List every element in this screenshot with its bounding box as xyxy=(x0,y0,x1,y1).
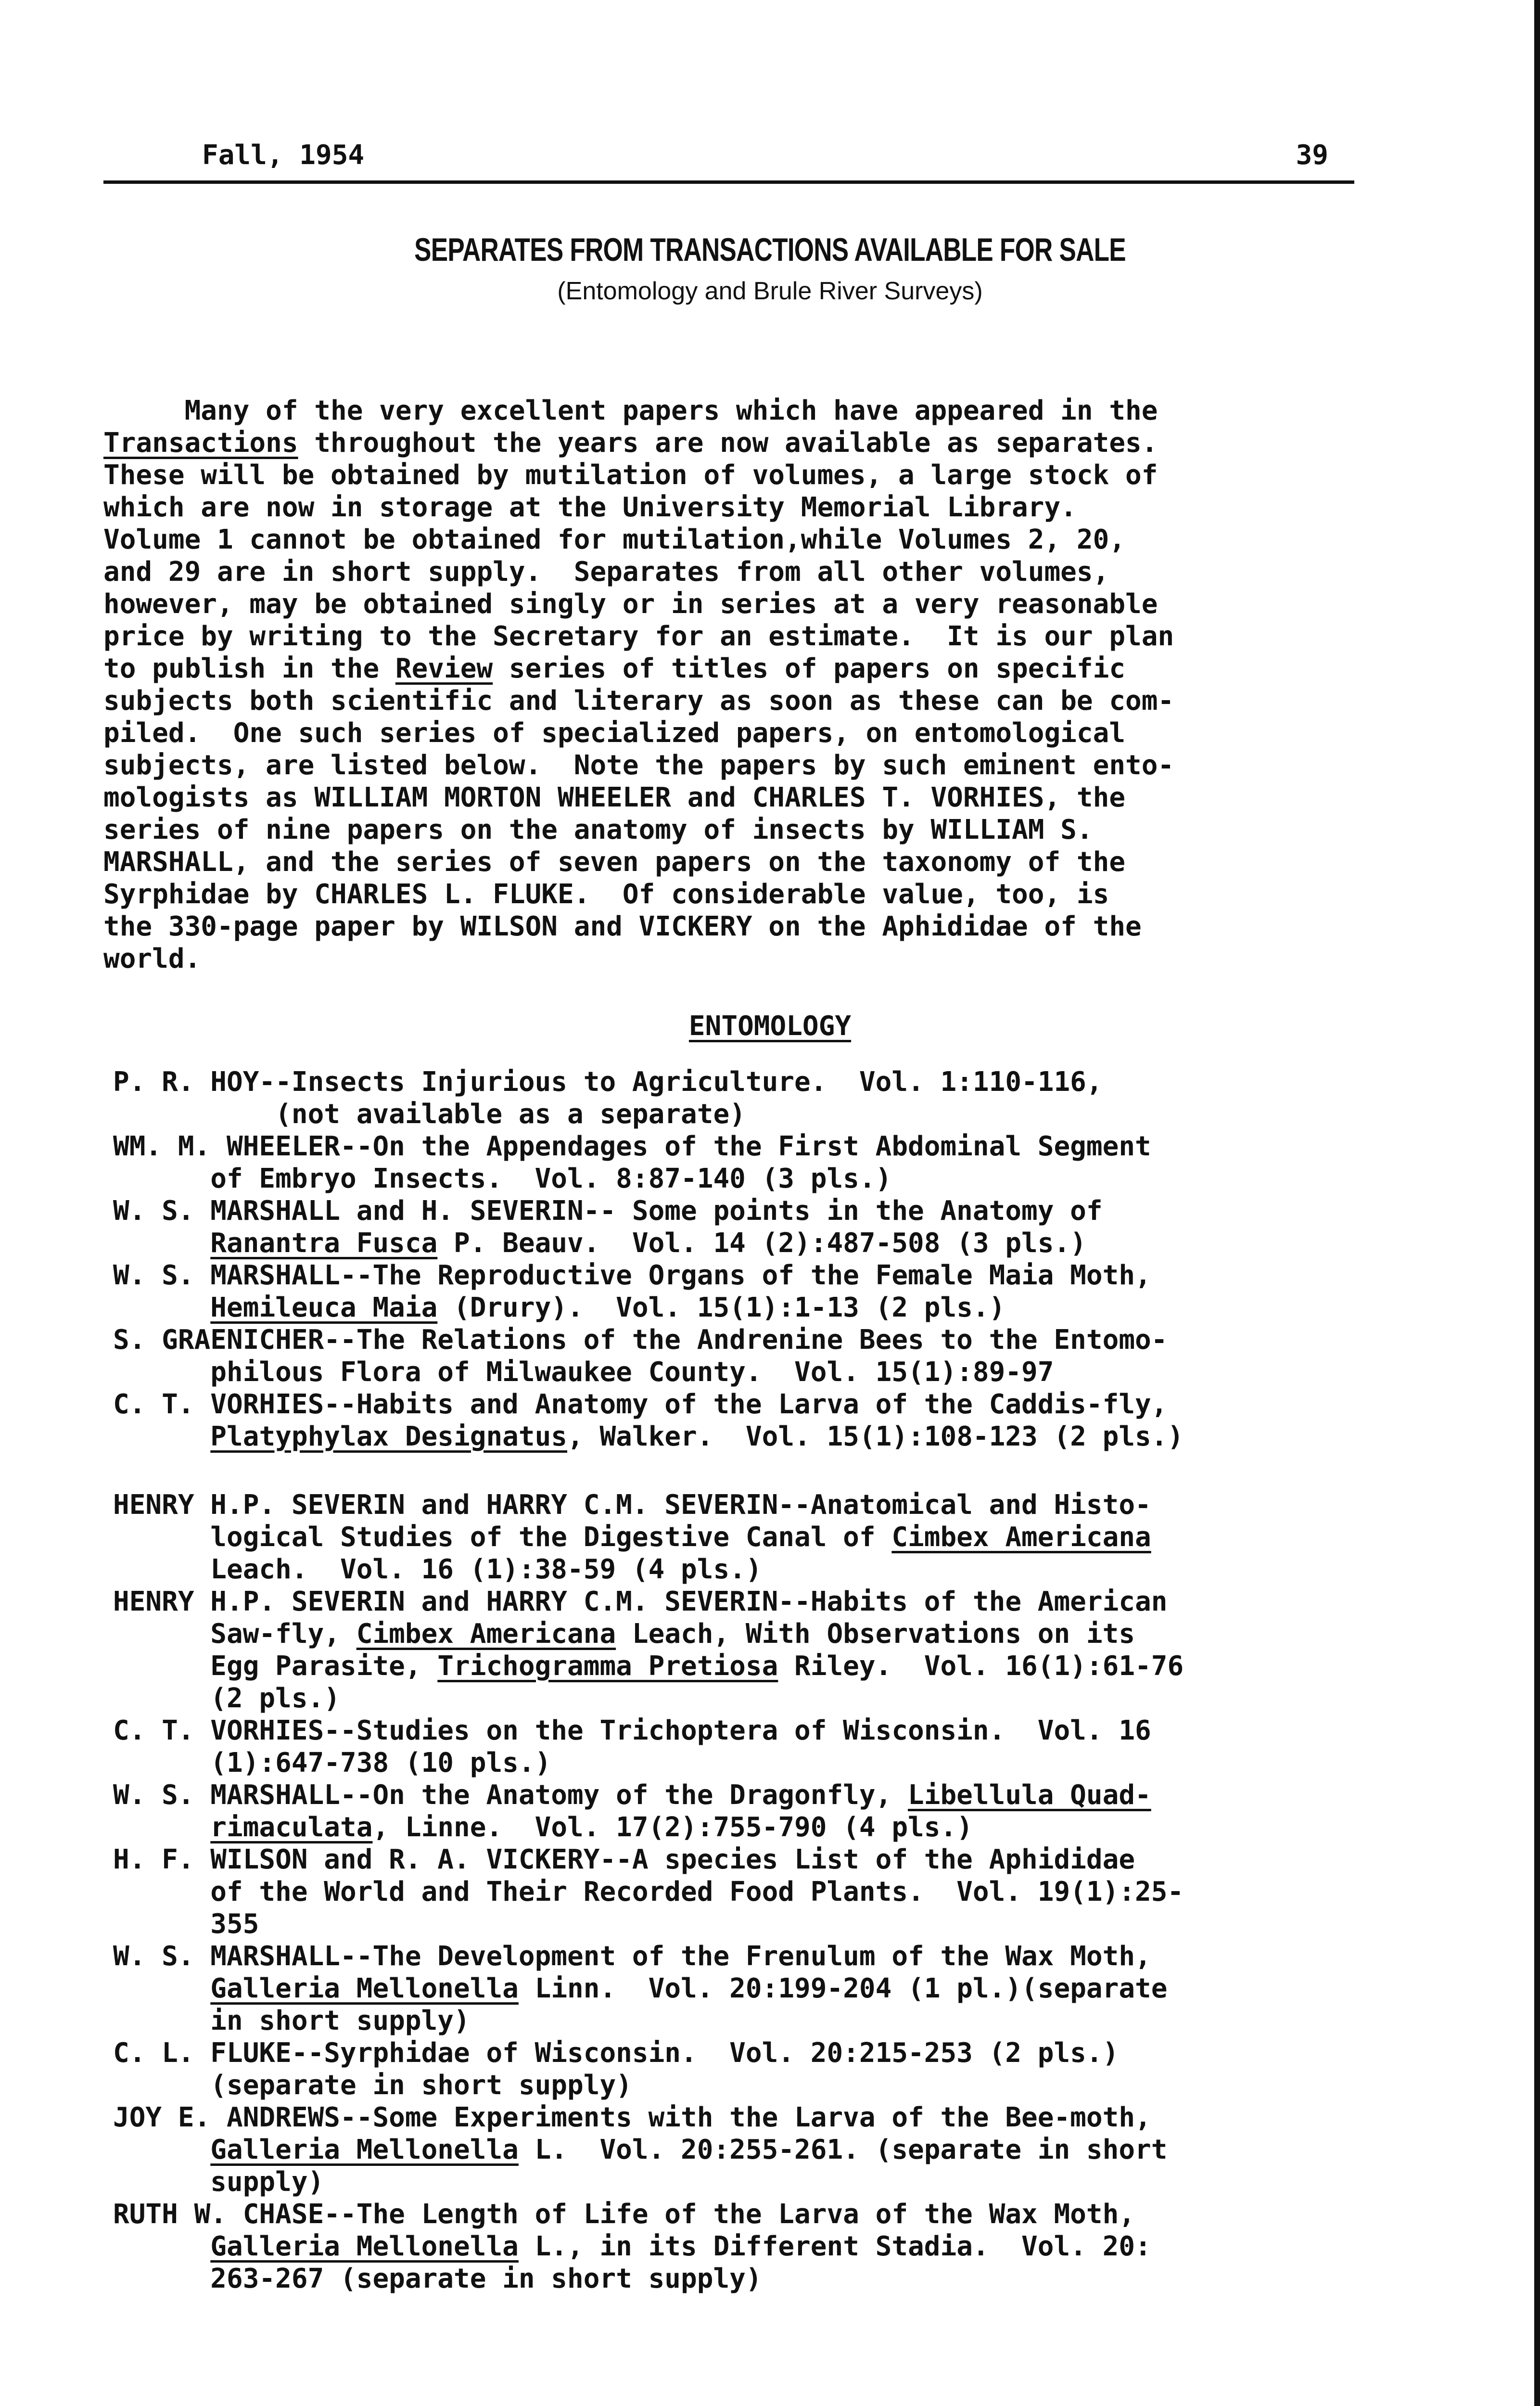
underlined-term: Cimbex Americana xyxy=(356,1618,616,1650)
bibliography-entry xyxy=(113,1066,1184,1130)
entry-line: (not available as a separate) xyxy=(113,1099,746,1130)
intro-line: mologists as WILLIAM MORTON WHEELER and CHARLES T. VORHIES, the xyxy=(103,782,1126,813)
intro-line: to publish in the Review series of titles of papers on specific xyxy=(103,653,1126,684)
intro-line: Syrphidae by CHARLES L. FLUKE. Of considerable value, too, is xyxy=(103,879,1109,910)
entry-line: Galleria Mellonella L., in its Different Stadia. Vol. 20: xyxy=(210,2231,1151,2262)
bibliography-entry xyxy=(113,1259,1184,1324)
entry-line: C. L. FLUKE--Syrphidae of Wisconsin. Vol. 20:215-253 (2 pls.) xyxy=(113,2037,1119,2069)
underlined-term: Galleria Mellonella xyxy=(210,2134,519,2165)
bibliography-entry xyxy=(113,1779,1184,1843)
entry-line: RUTH W. CHASE--The Length of Life of the Larva of the Wax Moth, xyxy=(113,2199,1135,2230)
entry-line: philous Flora of Milwaukee County. Vol. 15(1):89-97 xyxy=(113,1357,1054,1388)
entry-line: Galleria Mellonella L. Vol. 20:255-261. (separate in short xyxy=(210,2134,1168,2165)
underlined-term: Libellula Quad- xyxy=(908,1779,1151,1811)
header-rule xyxy=(103,180,1354,184)
underlined-term: Hemileuca Maia xyxy=(210,1292,438,1323)
intro-line: however, may be obtained singly or in series at a very reasonable xyxy=(103,589,1158,620)
entry-line: (separate in short supply) xyxy=(113,2070,632,2101)
bibliography-entry xyxy=(113,1195,1184,1259)
entry-line: 263-267 (separate in short supply) xyxy=(113,2263,762,2294)
running-header-issue: Fall, 1954 xyxy=(202,140,365,171)
underlined-term: Trichogramma Pretiosa xyxy=(437,1651,778,1682)
underlined-term: Cimbex Americana xyxy=(891,1522,1151,1553)
entry-line: in short supply) xyxy=(113,2005,470,2036)
page-number: 39 xyxy=(1296,140,1328,171)
intro-line: Volume 1 cannot be obtained for mutilation,while Volumes 2, 20, xyxy=(103,524,1126,555)
intro-line: piled. One such series of specialized papers, on entomological xyxy=(103,717,1126,749)
entry-line: H. F. WILSON and R. A. VICKERY--A species List of the Aphididae xyxy=(113,1844,1135,1875)
entry-line: supply) xyxy=(113,2166,324,2198)
entry-line: Ranantra Fusca P. Beauv. Vol. 14 (2):487-508 (3 pls.) xyxy=(210,1228,1086,1259)
entry-line: W. S. MARSHALL--The Development of the Frenulum of the Wax Moth, xyxy=(113,1941,1151,1972)
underlined-term: Ranantra Fusca xyxy=(210,1228,438,1259)
entry-line: (1):647-738 (10 pls.) xyxy=(113,1747,551,1779)
entry-line: Galleria Mellonella Linn. Vol. 20:199-204 (1 pl.)(separate xyxy=(210,1973,1168,2004)
bibliography-entry xyxy=(113,2037,1184,2101)
bibliography-entry xyxy=(113,1324,1184,1388)
entry-line: C. T. VORHIES--Studies on the Trichoptera of Wisconsin. Vol. 16 xyxy=(113,1715,1151,1746)
entry-line: (2 pls.) xyxy=(113,1683,341,1714)
entry-line: Platyphylax Designatus, Walker. Vol. 15(1):108-123 (2 pls.) xyxy=(210,1421,1184,1452)
entry-line: of Embryo Insects. Vol. 8:87-140 (3 pls.) xyxy=(113,1163,892,1194)
bibliography-entry xyxy=(113,2101,1184,2198)
underlined-term: Galleria Mellonella xyxy=(210,2231,519,2262)
entry-line: W. S. MARSHALL and H. SEVERIN-- Some points in the Anatomy of xyxy=(113,1195,1103,1227)
bibliography-entry xyxy=(113,1940,1184,2037)
intro-line: MARSHALL, and the series of seven papers on the taxonomy of the xyxy=(103,846,1126,878)
underlined-term: rimaculata xyxy=(210,1812,373,1843)
bibliography-entry xyxy=(113,1130,1184,1195)
page-title: SEPARATES FROM TRANSACTIONS AVAILABLE FOR SALE xyxy=(414,231,1126,268)
underlined-term: Review xyxy=(395,653,493,684)
intro-line: Many of the very excellent papers which have appeared in the xyxy=(103,395,1158,426)
bibliography-entry xyxy=(113,1388,1184,1453)
underlined-term: Platyphylax Designatus xyxy=(210,1421,568,1452)
intro-line: These will be obtained by mutilation of volumes, a large stock of xyxy=(103,460,1158,491)
intro-line: the 330-page paper by WILSON and VICKERY on the Aphididae of the xyxy=(103,911,1142,942)
intro-paragraph xyxy=(103,395,1174,975)
intro-line: subjects both scientific and literary as soon as these can be com- xyxy=(103,685,1174,717)
page-subtitle: (Entomology and Brule River Surveys) xyxy=(557,277,983,305)
entry-line: Egg Parasite, Trichogramma Pretiosa Riley. Vol. 16(1):61-76 xyxy=(113,1651,1184,1682)
intro-line: world. xyxy=(103,943,201,974)
entry-list xyxy=(113,1066,1184,2295)
intro-line: and 29 are in short supply. Separates from all other volumes, xyxy=(103,556,1109,588)
section-heading xyxy=(0,1011,1540,1042)
intro-line: series of nine papers on the anatomy of insects by WILLIAM S. xyxy=(103,814,1093,845)
bibliography-entry xyxy=(113,1489,1184,1586)
entry-line: C. T. VORHIES--Habits and Anatomy of the Larva of the Caddis-fly, xyxy=(113,1389,1168,1420)
entry-line: HENRY H.P. SEVERIN and HARRY C.M. SEVERIN--Habits of the American xyxy=(113,1586,1168,1617)
entry-line: rimaculata, Linne. Vol. 17(2):755-790 (4 pls.) xyxy=(210,1812,973,1843)
entry-line: S. GRAENICHER--The Relations of the Andrenine Bees to the Entomo- xyxy=(113,1324,1168,1356)
entry-line: logical Studies of the Digestive Canal of Cimbex Americana xyxy=(113,1522,1151,1553)
underlined-term: Galleria Mellonella xyxy=(210,1973,519,2004)
entry-line: Leach. Vol. 16 (1):38-59 (4 pls.) xyxy=(113,1554,762,1585)
intro-line: price by writing to the Secretary for an estimate. It is our plan xyxy=(103,621,1174,652)
entry-line: WM. M. WHEELER--On the Appendages of the First Abdominal Segment xyxy=(113,1131,1151,1162)
intro-line: which are now in storage at the University Memorial Library. xyxy=(103,492,1077,523)
entry-line: HENRY H.P. SEVERIN and HARRY C.M. SEVERIN--Anatomical and Histo- xyxy=(113,1489,1151,1521)
entry-line: JOY E. ANDREWS--Some Experiments with the Larva of the Bee-moth, xyxy=(113,2102,1151,2133)
bibliography-entry xyxy=(113,2198,1184,2295)
entry-line: Saw-fly, Cimbex Americana Leach, With Observations on its xyxy=(113,1618,1135,1650)
entry-line: W. S. MARSHALL--On the Anatomy of the Dragonfly, Libellula Quad- xyxy=(113,1779,1151,1811)
entry-line: 355 xyxy=(113,1908,259,1940)
bibliography-entry xyxy=(113,1586,1184,1715)
underlined-term: Transactions xyxy=(103,427,298,459)
intro-line: Transactions throughout the years are now available as separates. xyxy=(103,427,1158,459)
entry-line: P. R. HOY--Insects Injurious to Agriculture. Vol. 1:110-116, xyxy=(113,1066,1103,1098)
bibliography-entry xyxy=(113,1715,1184,1779)
entry-line: of the World and Their Recorded Food Plants. Vol. 19(1):25- xyxy=(113,1876,1184,1907)
intro-line: subjects, are listed below. Note the papers by such eminent ento- xyxy=(103,750,1174,781)
entry-line: Hemileuca Maia (Drury). Vol. 15(1):1-13 (2 pls.) xyxy=(210,1292,1005,1323)
entry-line: W. S. MARSHALL--The Reproductive Organs of the Female Maia Moth, xyxy=(113,1260,1151,1291)
section-heading-text: ENTOMOLOGY xyxy=(688,1011,852,1042)
bibliography-entry xyxy=(113,1843,1184,1940)
